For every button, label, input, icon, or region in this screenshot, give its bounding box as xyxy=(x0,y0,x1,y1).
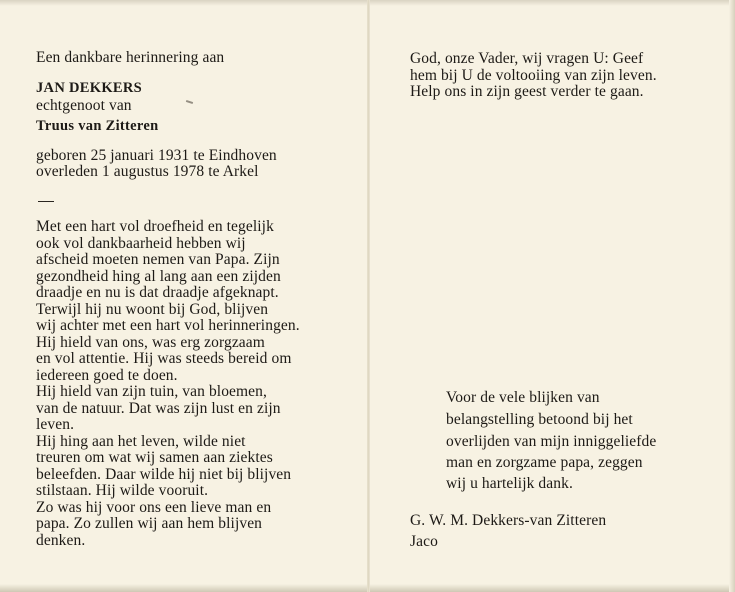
memorial-line: treuren om wat wij samen aan ziektes xyxy=(36,449,273,466)
memorial-line: stilstaan. Hij wilde vooruit. xyxy=(36,482,209,499)
memorial-line: denken. xyxy=(36,532,86,549)
page-fold xyxy=(367,0,370,592)
thanks-line: belangstelling betoond bij het xyxy=(446,411,633,428)
signature-name: G. W. M. Dekkers-van Zitteren xyxy=(410,512,607,529)
deceased-name: JAN DEKKERS xyxy=(36,80,143,96)
intro-text: Een dankbare herinnering aan xyxy=(36,49,225,66)
thanks-line: wij u hartelijk dank. xyxy=(446,475,573,492)
print-speck xyxy=(186,100,193,104)
memorial-line: Terwijl hij nu woont bij God, blijven xyxy=(36,301,269,318)
birth-line: geboren 25 januari 1931 te Eindhoven xyxy=(36,147,277,164)
prayer-line: Help ons in zijn geest verder te gaan. xyxy=(410,83,644,100)
thanks-line: man en zorgzame papa, zeggen xyxy=(446,454,643,471)
card-edge-right xyxy=(729,0,735,592)
relation-text: echtgenoot van xyxy=(36,97,132,114)
spouse-name: Truus van Zitteren xyxy=(36,118,159,134)
prayer-line: hem bij U de voltooiing van zijn leven. xyxy=(410,67,657,84)
memorial-line: en vol attentie. Hij was steeds bereid om xyxy=(36,350,292,367)
memorial-line: draadje en nu is dat draadje afgeknapt. xyxy=(36,284,279,301)
memorial-line: afscheid moeten nemen van Papa. Zijn xyxy=(36,251,280,268)
memorial-line: ook vol dankbaarheid hebben wij xyxy=(36,235,246,252)
memorial-line: gezondheid hing al lang aan een zijden xyxy=(36,268,281,285)
thanks-line: Voor de vele blijken van xyxy=(446,389,600,406)
memorial-line: iedereen goed te doen. xyxy=(36,367,178,384)
memorial-line: van de natuur. Dat was zijn lust en zijn xyxy=(36,400,281,417)
signature-child: Jaco xyxy=(410,533,438,550)
memorial-line: Hij hing aan het leven, wilde niet xyxy=(36,433,246,450)
divider-line xyxy=(38,201,54,202)
memorial-line: wij achter met een hart vol herinneringen. xyxy=(36,317,300,334)
memorial-line: Zo was hij voor ons een lieve man en xyxy=(36,499,272,516)
prayer-line: God, onze Vader, wij vragen U: Geef xyxy=(410,50,644,67)
memorial-line: Hij hield van ons, was erg zorgzaam xyxy=(36,334,265,351)
memorial-line: papa. Zo zullen wij aan hem blijven xyxy=(36,515,263,532)
death-line: overleden 1 augustus 1978 te Arkel xyxy=(36,163,259,180)
thanks-line: overlijden van mijn inniggeliefde xyxy=(446,433,657,450)
memorial-line: Hij hield van zijn tuin, van bloemen, xyxy=(36,383,267,400)
memorial-line: leven. xyxy=(36,416,75,433)
memorial-line: Met een hart vol droefheid en tegelijk xyxy=(36,218,274,235)
memorial-line: beleefden. Daar wilde hij niet bij blijven xyxy=(36,466,292,483)
